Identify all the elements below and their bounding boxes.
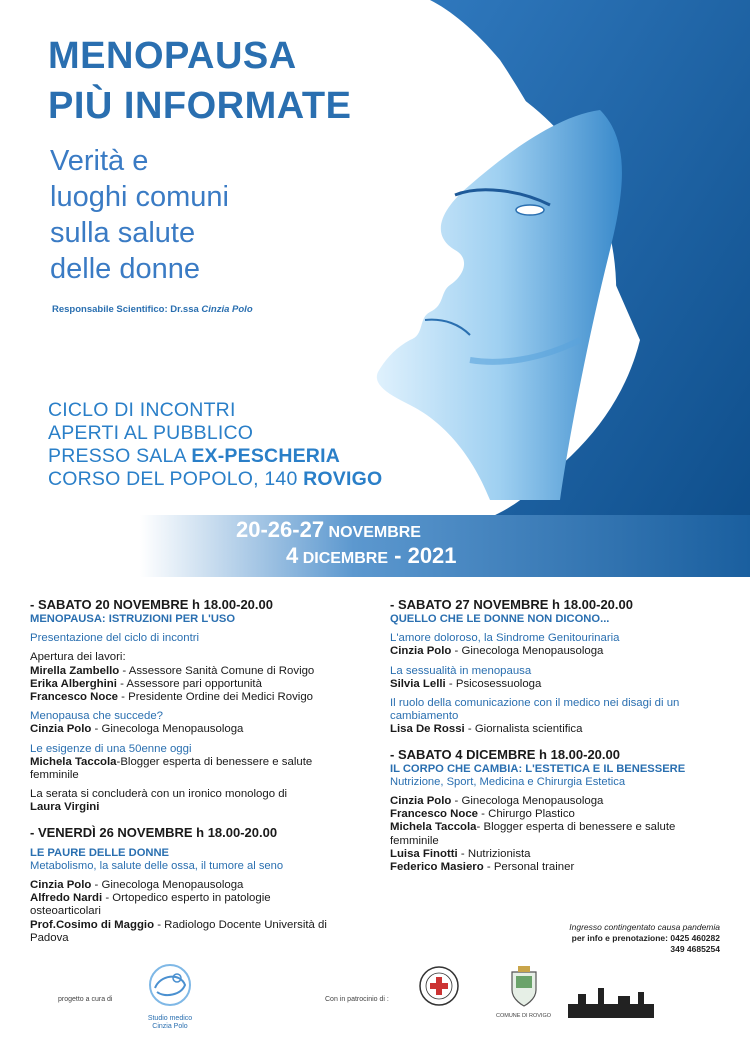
venue-name: EX-PESCHERIA	[191, 445, 340, 467]
event1-topic: MENOPAUSA: ISTRUZIONI PER L'USO	[30, 613, 236, 625]
program-left-column	[30, 597, 360, 945]
speaker-role: - Presidente Ordine dei Medici Rovigo	[118, 691, 313, 704]
speaker-role: - Assessore Sanità Comune di Rovigo	[119, 664, 315, 677]
entry-note: Ingresso contingentato causa pandemia	[569, 922, 720, 932]
event1-opening: Apertura dei lavori:	[30, 651, 126, 664]
speaker-role: - Ginecologa Menopausologa	[451, 795, 604, 808]
subtitle-line-3: sulla salute	[50, 217, 196, 249]
event2-speaker-2	[30, 892, 330, 918]
event1-heading: - SABATO 20 NOVEMBRE h 18.00-20.00	[30, 597, 273, 612]
dates-month-2: DICEMBRE	[298, 550, 389, 567]
event2-speaker-1	[30, 879, 360, 892]
event2-topic: LE PAURE DELLE DONNE	[30, 846, 170, 859]
event1-speaker-2	[30, 678, 360, 691]
comune-name: COMUNE DI ROVIGO	[496, 1013, 552, 1019]
event1-closing: La serata si concluderà con un ironico monologo di	[30, 788, 288, 801]
title-line-2: PIÙ INFORMATE	[48, 85, 352, 127]
event3-topic: QUELLO CHE LE DONNE NON DICONO...	[390, 613, 610, 625]
speaker-name: Luisa Finotti	[390, 847, 458, 860]
speaker-role: -Blogger esperta di benessere e salute femminile	[30, 755, 313, 782]
event3-topic-3-speaker	[390, 723, 720, 736]
speaker-role: - Ginecologa Menopausologa	[91, 723, 244, 736]
event1-question-1-speaker	[30, 723, 360, 736]
speaker-role: - Ortopedico esperto in patologie osteoarticolari	[30, 892, 271, 918]
info-box	[540, 922, 720, 955]
commission-logo	[568, 980, 654, 1025]
speaker-name: Silvia Lelli	[390, 677, 446, 690]
speaker-name: Francesco Noce	[30, 691, 118, 704]
event2-topic-sub: Metabolismo, la salute delle ossa, il tumore al seno	[30, 859, 284, 872]
venue-prefix: PRESSO SALA	[48, 445, 192, 467]
speaker-name: Prof.Cosimo di Maggio	[30, 918, 155, 931]
speaker-name: Mirella Zambello	[30, 664, 120, 677]
speaker-name: Lisa De Rossi	[390, 723, 465, 736]
event3-topic-2-speaker	[390, 678, 720, 691]
event4-speaker-1	[390, 795, 720, 808]
speaker-role: - Ginecologa Menopausologa	[451, 645, 604, 658]
address-prefix: CORSO DEL POPOLO, 140	[48, 468, 304, 490]
speaker-role: - Psicosessuologa	[445, 677, 542, 690]
speaker-role: - Personal trainer	[483, 861, 575, 874]
dates-line-1	[236, 517, 421, 543]
scientific-responsible	[52, 304, 253, 315]
medical-order-seal-icon	[418, 965, 460, 1011]
event1-question-2: Le esigenze di una 50enne oggi	[30, 742, 192, 755]
event1-closing-name: Laura Virgini	[30, 801, 100, 814]
dates-day-2: 4	[286, 543, 299, 568]
speaker-role: - Nutrizionista	[457, 847, 531, 860]
speaker-name: Francesco Noce	[390, 808, 478, 821]
event3-topic-3: Il ruolo della comunicazione con il medico nei disagi di un cambiamento	[390, 697, 680, 723]
speaker-role: - Ginecologa Menopausologa	[91, 879, 244, 892]
studio-logo-icon	[135, 960, 205, 1010]
dates-year: - 2021	[388, 543, 457, 568]
speaker-name: Alfredo Nardi	[30, 892, 103, 905]
speaker-role: - Chirurgo Plastico	[478, 808, 575, 821]
event1-question-1: Menopausa che succede?	[30, 710, 163, 723]
speaker-name: Cinzia Polo	[30, 723, 92, 736]
dates-days: 20-26-27	[236, 517, 325, 542]
event1-intro: Presentazione del ciclo di incontri	[30, 632, 200, 645]
event3-topic-1: L'amore doloroso, la Sindrome Genitourinaria	[390, 632, 620, 645]
speaker-role: - Radiologo Docente Università di Padova	[30, 918, 327, 944]
dates-month-1: NOVEMBRE	[324, 524, 421, 541]
event2-speaker-3	[30, 919, 360, 945]
cycle-line-1: CICLO DI INCONTRI	[48, 399, 236, 421]
studio-name-1: Studio medico	[147, 1015, 193, 1022]
event4-topic: IL CORPO CHE CAMBIA: L'ESTETICA E IL BENESSERE	[390, 762, 686, 775]
event4-speaker-4	[390, 848, 720, 861]
medical-order-logo	[418, 965, 460, 1016]
speaker-name: Michela Taccola	[30, 755, 117, 768]
subtitle-line-2: luoghi comuni	[50, 181, 229, 213]
commission-skyline-icon	[568, 980, 654, 1020]
event4-speaker-3	[390, 821, 690, 847]
speaker-role: - Blogger esperta di benessere e salute femminile	[390, 821, 676, 847]
info-phone-1: per info e prenotazione: 0425 460282	[571, 933, 720, 943]
speaker-name: Cinzia Polo	[30, 879, 92, 892]
comune-logo	[496, 966, 551, 1019]
responsible-name: Cinzia Polo	[201, 304, 253, 315]
speaker-name: Erika Alberghini	[30, 677, 117, 690]
subtitle-line-1: Verità e	[50, 145, 149, 177]
title-line-1: MENOPAUSA	[48, 35, 297, 77]
patronage-label: Con in patrocinio di :	[325, 996, 389, 1003]
comune-crest-icon	[504, 966, 544, 1008]
project-by-label: progetto a cura di	[58, 996, 113, 1003]
event1-speaker-1	[30, 665, 360, 678]
cycle-line-4	[48, 468, 382, 491]
event2-heading: - VENERDÌ 26 NOVEMBRE h 18.00-20.00	[30, 824, 278, 840]
program-right-column	[390, 597, 720, 874]
subtitle-line-4: delle donne	[50, 253, 200, 285]
dates-line-2	[286, 543, 457, 569]
event3-heading: - SABATO 27 NOVEMBRE h 18.00-20.00	[390, 597, 633, 612]
speaker-name: Cinzia Polo	[390, 795, 452, 808]
event1-question-2-speaker	[30, 756, 330, 782]
speaker-name: Federico Masiero	[390, 861, 484, 874]
speaker-name: Michela Taccola	[390, 821, 477, 834]
cycle-line-2: APERTI AL PUBBLICO	[48, 422, 254, 444]
event3-topic-2: La sessualità in menopausa	[390, 664, 532, 677]
info-phone-2: 349 4685254	[670, 944, 720, 954]
speaker-name: Cinzia Polo	[390, 645, 452, 658]
event3-topic-1-speaker	[390, 645, 720, 658]
event4-speaker-2	[390, 808, 720, 821]
event4-speaker-5	[390, 861, 720, 874]
cycle-line-3	[48, 445, 340, 468]
event1-speaker-3	[30, 691, 360, 704]
speaker-role: - Assessore pari opportunità	[116, 677, 262, 690]
city-name: ROVIGO	[303, 468, 383, 490]
responsible-prefix: Responsabile Scientifico: Dr.ssa	[52, 304, 199, 315]
studio-name-2: Cinzia Polo	[152, 1023, 188, 1030]
studio-logo	[135, 960, 205, 1030]
event4-heading: - SABATO 4 DICEMBRE h 18.00-20.00	[390, 746, 620, 762]
event4-topic-sub: Nutrizione, Sport, Medicina e Chirurgia Estetica	[390, 775, 626, 788]
speaker-role: - Giornalista scientifica	[464, 723, 583, 736]
